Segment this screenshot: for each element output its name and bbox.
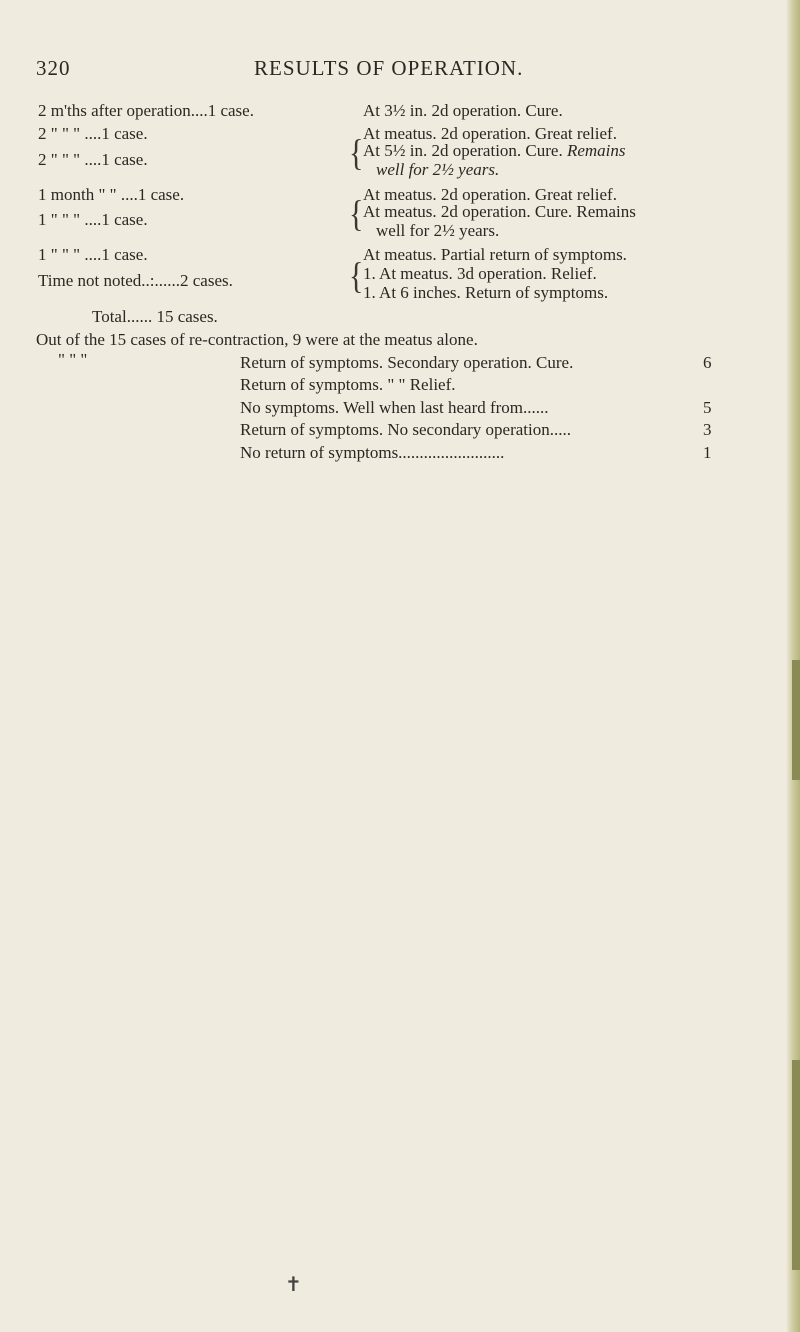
row-result: At 3½ in. 2d operation. Cure.: [363, 101, 563, 120]
row-result: 1. At meatus. 3d operation. Relief.: [363, 264, 597, 283]
row-label: 1 " " " ....1 case.: [38, 245, 148, 264]
page-edge-stain: [792, 1060, 800, 1270]
row-result-italic: Remains: [566, 141, 626, 160]
ditto-marks: " " ": [58, 350, 88, 369]
row-result: At meatus. Partial return of symptoms.: [363, 245, 627, 264]
row-label: 2 " " " ....1 case.: [38, 124, 148, 143]
row-result: At meatus. 2d operation. Great relief.: [363, 185, 617, 204]
row-result-continued: 1. At 6 inches. Return of symptoms.: [363, 283, 609, 302]
summary-count: 3: [703, 420, 712, 439]
row-result-continued: well for 2½ years.: [376, 160, 500, 179]
page-edge-stain: [792, 660, 800, 780]
row-result: [363, 141, 626, 161]
brace-glyph: {: [349, 255, 364, 297]
summary-line: Return of symptoms. Secondary operation. Cure.: [240, 353, 574, 372]
summary-line: No symptoms. Well when last heard from......: [240, 398, 549, 417]
summary-intro: Out of the 15 cases of re-contraction, 9 were at the meatus alone.: [36, 330, 478, 349]
summary-line: No return of symptoms.........................: [240, 443, 505, 462]
row-result: At meatus. 2d operation. Cure. Remains: [363, 202, 636, 221]
row-label: 2 m'ths after operation....1 case.: [38, 101, 254, 120]
summary-count: 1: [703, 443, 712, 462]
row-result-continued: well for 2½ years.: [376, 221, 500, 240]
row-result-text: At 5½ in. 2d operation. Cure.: [363, 141, 563, 160]
summary-count: 5: [703, 398, 712, 417]
running-title: RESULTS OF OPERATION.: [254, 56, 524, 80]
printers-mark: ✝: [285, 1274, 302, 1296]
row-label: 1 " " " ....1 case.: [38, 210, 148, 229]
row-label: Time not noted..:......2 cases.: [38, 271, 233, 290]
row-label: 1 month " " ....1 case.: [38, 185, 185, 204]
summary-line: Return of symptoms. No secondary operation.....: [240, 420, 571, 439]
summary-count: 6: [703, 353, 712, 372]
summary-line: Return of symptoms. " " Relief.: [240, 375, 456, 394]
total-line: Total...... 15 cases.: [92, 307, 218, 326]
brace-glyph: {: [349, 193, 364, 235]
row-result: At meatus. 2d operation. Great relief.: [363, 124, 617, 143]
row-label: 2 " " " ....1 case.: [38, 150, 148, 169]
brace-glyph: {: [349, 132, 364, 174]
page-number: 320: [36, 56, 71, 80]
